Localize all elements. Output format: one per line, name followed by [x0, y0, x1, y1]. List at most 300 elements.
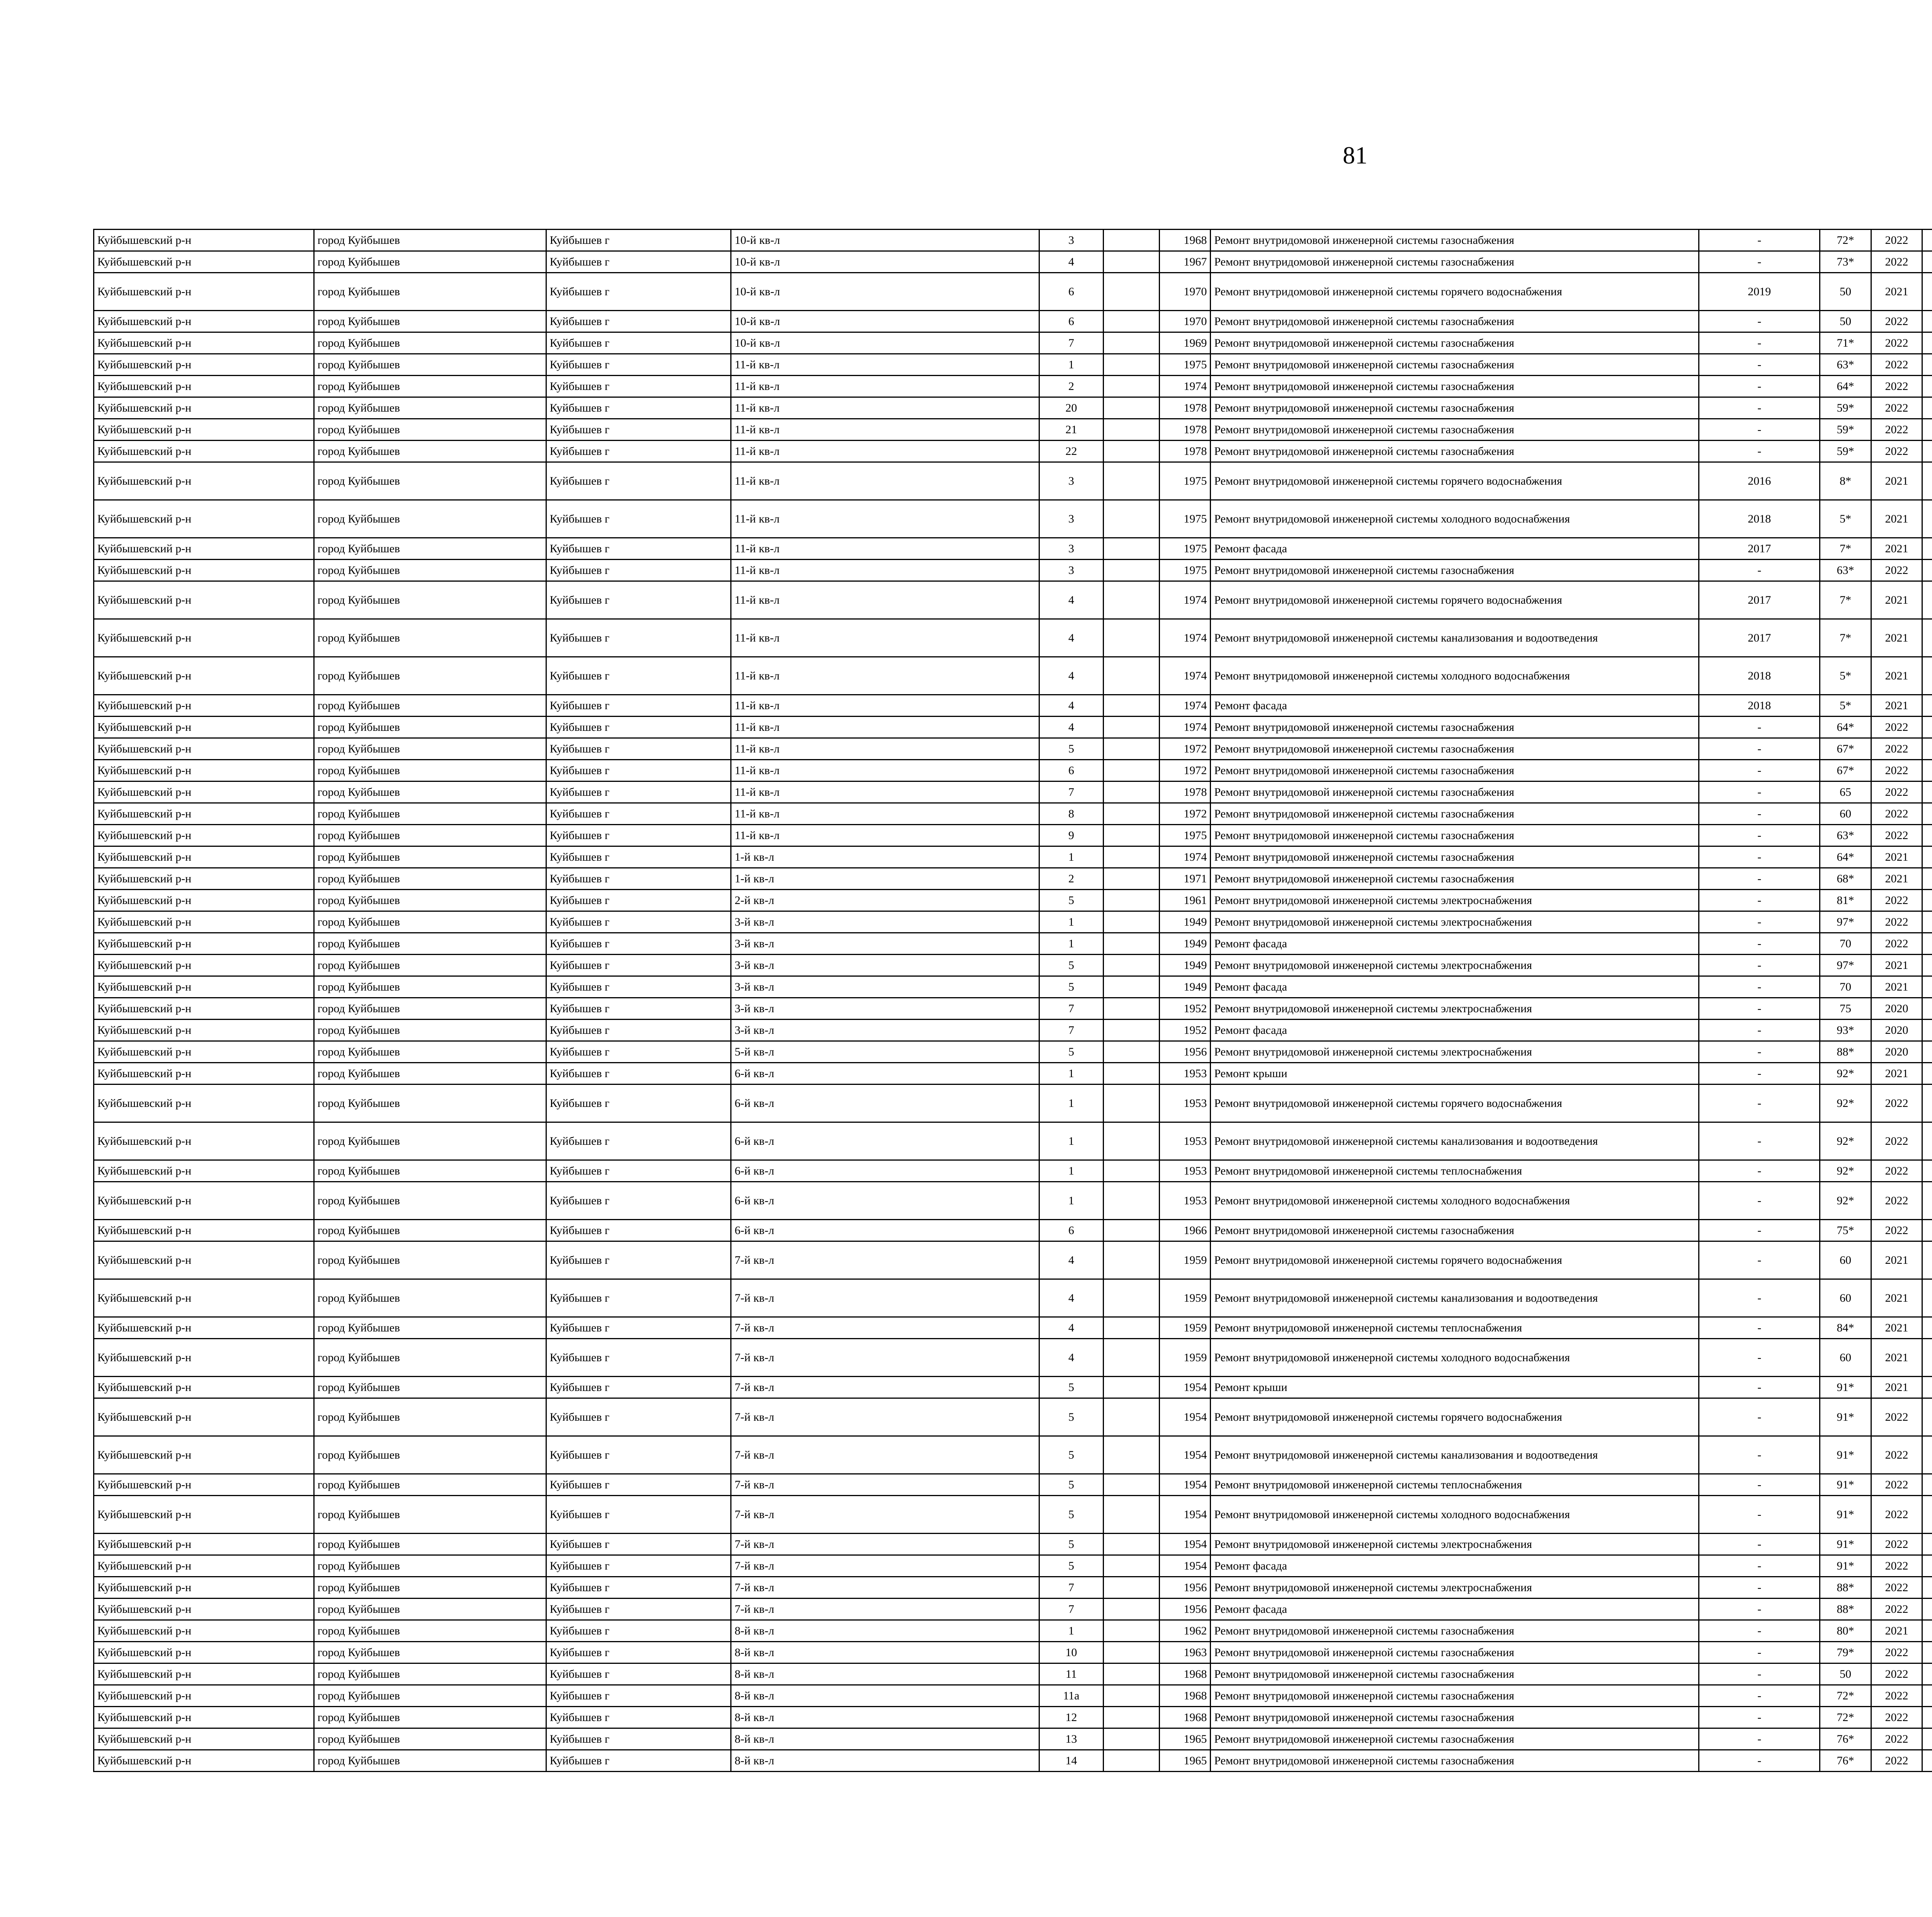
table-row — [94, 933, 1932, 955]
house-number-cell: 4 — [1039, 1339, 1104, 1377]
year-from-cell: 2022 — [1871, 1496, 1922, 1534]
previous-repair-year-cell: - — [1699, 998, 1820, 1020]
locality-cell: Куйбышев г — [546, 1020, 731, 1041]
settlement-cell: город Куйбышев — [314, 890, 546, 911]
year-from-cell: 2021 — [1871, 619, 1922, 657]
house-number-cell: 13 — [1039, 1728, 1104, 1750]
year-to-cell — [1922, 955, 1932, 976]
empty-cell — [1103, 1750, 1159, 1772]
district-cell: Куйбышевский р-н — [94, 1642, 314, 1663]
previous-repair-year-cell: - — [1699, 1063, 1820, 1084]
table-row — [94, 1496, 1932, 1534]
year-from-cell: 2021 — [1871, 500, 1922, 538]
locality-cell: Куйбышев г — [546, 868, 731, 890]
wear-cell: 72* — [1820, 1707, 1871, 1728]
locality-cell: Куйбышев г — [546, 717, 731, 738]
wear-cell: 5* — [1820, 695, 1871, 717]
table-row — [94, 738, 1932, 760]
table-row — [94, 1642, 1932, 1663]
locality-cell: Куйбышев г — [546, 933, 731, 955]
empty-cell — [1103, 1436, 1159, 1474]
year-from-cell: 2021 — [1871, 657, 1922, 695]
table-row — [94, 1398, 1932, 1436]
house-number-cell: 5 — [1039, 1496, 1104, 1534]
locality-cell: Куйбышев г — [546, 560, 731, 581]
previous-repair-year-cell: - — [1699, 976, 1820, 998]
house-number-cell: 4 — [1039, 251, 1104, 273]
district-cell: Куйбышевский р-н — [94, 311, 314, 332]
previous-repair-year-cell: - — [1699, 1339, 1820, 1377]
year-to-cell — [1922, 1122, 1932, 1160]
work-type-cell: Ремонт внутридомовой инженерной системы газоснабжения — [1211, 1663, 1699, 1685]
wear-cell: 7* — [1820, 538, 1871, 560]
wear-cell: 92* — [1820, 1122, 1871, 1160]
year-from-cell: 2022 — [1871, 1663, 1922, 1685]
year-from-cell: 2022 — [1871, 1577, 1922, 1599]
street-cell: 6-й кв-л — [731, 1122, 1039, 1160]
house-number-cell: 7 — [1039, 998, 1104, 1020]
year-built-cell: 1968 — [1159, 1707, 1211, 1728]
house-number-cell: 2 — [1039, 376, 1104, 397]
work-type-cell: Ремонт внутридомовой инженерной системы теплоснабжения — [1211, 1474, 1699, 1496]
year-to-cell — [1922, 538, 1932, 560]
wear-cell: 76* — [1820, 1750, 1871, 1772]
wear-cell: 81* — [1820, 890, 1871, 911]
work-type-cell: Ремонт внутридомовой инженерной системы электроснабжения — [1211, 955, 1699, 976]
table-row — [94, 695, 1932, 717]
work-type-cell: Ремонт внутридомовой инженерной системы теплоснабжения — [1211, 1317, 1699, 1339]
year-from-cell: 2021 — [1871, 1339, 1922, 1377]
settlement-cell: город Куйбышев — [314, 760, 546, 781]
district-cell: Куйбышевский р-н — [94, 1398, 314, 1436]
empty-cell — [1103, 695, 1159, 717]
table-row — [94, 332, 1932, 354]
year-built-cell: 1954 — [1159, 1377, 1211, 1398]
previous-repair-year-cell: - — [1699, 332, 1820, 354]
empty-cell — [1103, 998, 1159, 1020]
table-row — [94, 1339, 1932, 1377]
previous-repair-year-cell: - — [1699, 1084, 1820, 1122]
table-row — [94, 397, 1932, 419]
year-to-cell — [1922, 376, 1932, 397]
work-type-cell: Ремонт внутридомовой инженерной системы холодного водоснабжения — [1211, 1496, 1699, 1534]
street-cell: 1-й кв-л — [731, 868, 1039, 890]
settlement-cell: город Куйбышев — [314, 955, 546, 976]
year-from-cell: 2021 — [1871, 1620, 1922, 1642]
year-from-cell: 2021 — [1871, 462, 1922, 500]
house-number-cell: 20 — [1039, 397, 1104, 419]
empty-cell — [1103, 419, 1159, 441]
settlement-cell: город Куйбышев — [314, 1599, 546, 1620]
year-to-cell — [1922, 803, 1932, 825]
previous-repair-year-cell: 2018 — [1699, 695, 1820, 717]
street-cell: 11-й кв-л — [731, 397, 1039, 419]
settlement-cell: город Куйбышев — [314, 419, 546, 441]
work-type-cell: Ремонт внутридомовой инженерной системы горячего водоснабжения — [1211, 1084, 1699, 1122]
empty-cell — [1103, 560, 1159, 581]
wear-cell: 97* — [1820, 911, 1871, 933]
settlement-cell: город Куйбышев — [314, 1534, 546, 1555]
district-cell: Куйбышевский р-н — [94, 738, 314, 760]
district-cell: Куйбышевский р-н — [94, 1555, 314, 1577]
settlement-cell: город Куйбышев — [314, 738, 546, 760]
previous-repair-year-cell: - — [1699, 1707, 1820, 1728]
street-cell: 10-й кв-л — [731, 273, 1039, 311]
wear-cell: 70 — [1820, 933, 1871, 955]
table-row — [94, 868, 1932, 890]
locality-cell: Куйбышев г — [546, 1317, 731, 1339]
settlement-cell: город Куйбышев — [314, 1377, 546, 1398]
table-row — [94, 1750, 1932, 1772]
previous-repair-year-cell: - — [1699, 1122, 1820, 1160]
year-to-cell — [1922, 273, 1932, 311]
wear-cell: 59* — [1820, 419, 1871, 441]
district-cell: Куйбышевский р-н — [94, 1496, 314, 1534]
year-from-cell: 2022 — [1871, 1685, 1922, 1707]
year-built-cell: 1965 — [1159, 1728, 1211, 1750]
street-cell: 10-й кв-л — [731, 332, 1039, 354]
work-type-cell: Ремонт внутридомовой инженерной системы канализования и водоотведения — [1211, 1436, 1699, 1474]
settlement-cell: город Куйбышев — [314, 657, 546, 695]
year-from-cell: 2022 — [1871, 311, 1922, 332]
year-to-cell — [1922, 1279, 1932, 1317]
table-row — [94, 1599, 1932, 1620]
settlement-cell: город Куйбышев — [314, 825, 546, 846]
work-type-cell: Ремонт внутридомовой инженерной системы газоснабжения — [1211, 846, 1699, 868]
street-cell: 11-й кв-л — [731, 760, 1039, 781]
year-to-cell — [1922, 825, 1932, 846]
settlement-cell: город Куйбышев — [314, 1160, 546, 1182]
street-cell: 1-й кв-л — [731, 846, 1039, 868]
work-type-cell: Ремонт внутридомовой инженерной системы газоснабжения — [1211, 760, 1699, 781]
locality-cell: Куйбышев г — [546, 581, 731, 619]
previous-repair-year-cell: - — [1699, 1642, 1820, 1663]
district-cell: Куйбышевский р-н — [94, 1577, 314, 1599]
year-to-cell — [1922, 781, 1932, 803]
table-row — [94, 1707, 1932, 1728]
street-cell: 7-й кв-л — [731, 1496, 1039, 1534]
house-number-cell: 4 — [1039, 1241, 1104, 1279]
year-from-cell: 2022 — [1871, 1182, 1922, 1220]
work-type-cell: Ремонт внутридомовой инженерной системы электроснабжения — [1211, 890, 1699, 911]
settlement-cell: город Куйбышев — [314, 500, 546, 538]
locality-cell: Куйбышев г — [546, 825, 731, 846]
year-built-cell: 1954 — [1159, 1436, 1211, 1474]
work-type-cell: Ремонт внутридомовой инженерной системы газоснабжения — [1211, 230, 1699, 251]
locality-cell: Куйбышев г — [546, 419, 731, 441]
house-number-cell: 5 — [1039, 976, 1104, 998]
empty-cell — [1103, 1377, 1159, 1398]
district-cell: Куйбышевский р-н — [94, 1084, 314, 1122]
table-row — [94, 803, 1932, 825]
empty-cell — [1103, 1577, 1159, 1599]
settlement-cell: город Куйбышев — [314, 1241, 546, 1279]
empty-cell — [1103, 760, 1159, 781]
street-cell: 3-й кв-л — [731, 911, 1039, 933]
locality-cell: Куйбышев г — [546, 955, 731, 976]
work-type-cell: Ремонт фасада — [1211, 976, 1699, 998]
house-number-cell: 1 — [1039, 911, 1104, 933]
locality-cell: Куйбышев г — [546, 1398, 731, 1436]
previous-repair-year-cell: - — [1699, 825, 1820, 846]
previous-repair-year-cell: - — [1699, 230, 1820, 251]
settlement-cell: город Куйбышев — [314, 717, 546, 738]
table-row — [94, 1063, 1932, 1084]
district-cell: Куйбышевский р-н — [94, 1728, 314, 1750]
table-row — [94, 273, 1932, 311]
house-number-cell: 1 — [1039, 1084, 1104, 1122]
house-number-cell: 5 — [1039, 1041, 1104, 1063]
previous-repair-year-cell: - — [1699, 376, 1820, 397]
district-cell: Куйбышевский р-н — [94, 803, 314, 825]
street-cell: 11-й кв-л — [731, 376, 1039, 397]
year-built-cell: 1953 — [1159, 1122, 1211, 1160]
house-number-cell: 6 — [1039, 1220, 1104, 1241]
year-to-cell — [1922, 976, 1932, 998]
wear-cell: 64* — [1820, 846, 1871, 868]
table-row — [94, 1020, 1932, 1041]
repair-registry-table — [93, 229, 1932, 1772]
table-row — [94, 1436, 1932, 1474]
year-built-cell: 1959 — [1159, 1241, 1211, 1279]
table-row — [94, 311, 1932, 332]
settlement-cell: город Куйбышев — [314, 1555, 546, 1577]
house-number-cell: 7 — [1039, 332, 1104, 354]
locality-cell: Куйбышев г — [546, 462, 731, 500]
year-from-cell: 2022 — [1871, 1534, 1922, 1555]
year-built-cell: 1974 — [1159, 619, 1211, 657]
wear-cell: 60 — [1820, 1279, 1871, 1317]
locality-cell: Куйбышев г — [546, 1750, 731, 1772]
district-cell: Куйбышевский р-н — [94, 1599, 314, 1620]
work-type-cell: Ремонт внутридомовой инженерной системы холодного водоснабжения — [1211, 1182, 1699, 1220]
empty-cell — [1103, 933, 1159, 955]
previous-repair-year-cell: 2019 — [1699, 273, 1820, 311]
previous-repair-year-cell: - — [1699, 1555, 1820, 1577]
locality-cell: Куйбышев г — [546, 846, 731, 868]
year-to-cell — [1922, 1436, 1932, 1474]
work-type-cell: Ремонт фасада — [1211, 1555, 1699, 1577]
year-from-cell: 2021 — [1871, 955, 1922, 976]
year-built-cell: 1962 — [1159, 1620, 1211, 1642]
street-cell: 8-й кв-л — [731, 1620, 1039, 1642]
table-row — [94, 1317, 1932, 1339]
table-row — [94, 1220, 1932, 1241]
street-cell: 5-й кв-л — [731, 1041, 1039, 1063]
table-row — [94, 1474, 1932, 1496]
house-number-cell: 1 — [1039, 1160, 1104, 1182]
year-from-cell: 2021 — [1871, 1279, 1922, 1317]
empty-cell — [1103, 332, 1159, 354]
previous-repair-year-cell: - — [1699, 781, 1820, 803]
work-type-cell: Ремонт фасада — [1211, 1020, 1699, 1041]
work-type-cell: Ремонт внутридомовой инженерной системы газоснабжения — [1211, 1220, 1699, 1241]
wear-cell: 60 — [1820, 803, 1871, 825]
district-cell: Куйбышевский р-н — [94, 1182, 314, 1220]
settlement-cell: город Куйбышев — [314, 581, 546, 619]
previous-repair-year-cell: - — [1699, 1534, 1820, 1555]
year-to-cell — [1922, 911, 1932, 933]
settlement-cell: город Куйбышев — [314, 332, 546, 354]
year-built-cell: 1954 — [1159, 1496, 1211, 1534]
year-from-cell: 2022 — [1871, 251, 1922, 273]
previous-repair-year-cell: - — [1699, 1728, 1820, 1750]
empty-cell — [1103, 1707, 1159, 1728]
empty-cell — [1103, 1339, 1159, 1377]
district-cell: Куйбышевский р-н — [94, 581, 314, 619]
year-built-cell: 1949 — [1159, 976, 1211, 998]
table-row — [94, 1279, 1932, 1317]
table-row — [94, 717, 1932, 738]
table-row — [94, 619, 1932, 657]
district-cell: Куйбышевский р-н — [94, 1534, 314, 1555]
year-built-cell: 1953 — [1159, 1084, 1211, 1122]
street-cell: 11-й кв-л — [731, 462, 1039, 500]
year-from-cell: 2022 — [1871, 933, 1922, 955]
year-built-cell: 1975 — [1159, 354, 1211, 376]
table-row — [94, 419, 1932, 441]
previous-repair-year-cell: - — [1699, 1620, 1820, 1642]
wear-cell: 70 — [1820, 976, 1871, 998]
year-to-cell — [1922, 397, 1932, 419]
work-type-cell: Ремонт внутридомовой инженерной системы газоснабжения — [1211, 738, 1699, 760]
house-number-cell: 5 — [1039, 1398, 1104, 1436]
previous-repair-year-cell: - — [1699, 1182, 1820, 1220]
year-from-cell: 2022 — [1871, 1750, 1922, 1772]
locality-cell: Куйбышев г — [546, 332, 731, 354]
year-built-cell: 1961 — [1159, 890, 1211, 911]
locality-cell: Куйбышев г — [546, 1474, 731, 1496]
year-to-cell — [1922, 1496, 1932, 1534]
house-number-cell: 4 — [1039, 657, 1104, 695]
year-from-cell: 2022 — [1871, 441, 1922, 462]
settlement-cell: город Куйбышев — [314, 1398, 546, 1436]
settlement-cell: город Куйбышев — [314, 1436, 546, 1474]
work-type-cell: Ремонт внутридомовой инженерной системы электроснабжения — [1211, 1577, 1699, 1599]
street-cell: 11-й кв-л — [731, 354, 1039, 376]
year-from-cell: 2022 — [1871, 397, 1922, 419]
year-from-cell: 2022 — [1871, 1474, 1922, 1496]
table-row — [94, 846, 1932, 868]
settlement-cell: город Куйбышев — [314, 397, 546, 419]
year-from-cell: 2022 — [1871, 1707, 1922, 1728]
work-type-cell: Ремонт внутридомовой инженерной системы электроснабжения — [1211, 1534, 1699, 1555]
street-cell: 6-й кв-л — [731, 1084, 1039, 1122]
settlement-cell: город Куйбышев — [314, 1642, 546, 1663]
street-cell: 6-й кв-л — [731, 1160, 1039, 1182]
previous-repair-year-cell: 2018 — [1699, 500, 1820, 538]
street-cell: 7-й кв-л — [731, 1474, 1039, 1496]
work-type-cell: Ремонт внутридомовой инженерной системы канализования и водоотведения — [1211, 1279, 1699, 1317]
wear-cell: 91* — [1820, 1398, 1871, 1436]
settlement-cell: город Куйбышев — [314, 619, 546, 657]
locality-cell: Куйбышев г — [546, 1063, 731, 1084]
work-type-cell: Ремонт внутридомовой инженерной системы газоснабжения — [1211, 354, 1699, 376]
year-to-cell — [1922, 1020, 1932, 1041]
previous-repair-year-cell: - — [1699, 1377, 1820, 1398]
wear-cell: 60 — [1820, 1241, 1871, 1279]
work-type-cell: Ремонт внутридомовой инженерной системы электроснабжения — [1211, 998, 1699, 1020]
work-type-cell: Ремонт внутридомовой инженерной системы теплоснабжения — [1211, 1160, 1699, 1182]
previous-repair-year-cell: - — [1699, 868, 1820, 890]
district-cell: Куйбышевский р-н — [94, 717, 314, 738]
wear-cell: 91* — [1820, 1474, 1871, 1496]
street-cell: 7-й кв-л — [731, 1398, 1039, 1436]
empty-cell — [1103, 976, 1159, 998]
work-type-cell: Ремонт внутридомовой инженерной системы электроснабжения — [1211, 911, 1699, 933]
year-from-cell: 2022 — [1871, 717, 1922, 738]
district-cell: Куйбышевский р-н — [94, 825, 314, 846]
empty-cell — [1103, 441, 1159, 462]
wear-cell: 50 — [1820, 273, 1871, 311]
year-to-cell — [1922, 695, 1932, 717]
street-cell: 7-й кв-л — [731, 1377, 1039, 1398]
wear-cell: 7* — [1820, 581, 1871, 619]
wear-cell: 92* — [1820, 1084, 1871, 1122]
empty-cell — [1103, 230, 1159, 251]
year-built-cell: 1953 — [1159, 1160, 1211, 1182]
district-cell: Куйбышевский р-н — [94, 955, 314, 976]
wear-cell: 92* — [1820, 1182, 1871, 1220]
empty-cell — [1103, 1685, 1159, 1707]
street-cell: 3-й кв-л — [731, 1020, 1039, 1041]
street-cell: 7-й кв-л — [731, 1241, 1039, 1279]
work-type-cell: Ремонт крыши — [1211, 1377, 1699, 1398]
wear-cell: 91* — [1820, 1534, 1871, 1555]
year-built-cell: 1974 — [1159, 717, 1211, 738]
district-cell: Куйбышевский р-н — [94, 1750, 314, 1772]
year-from-cell: 2021 — [1871, 273, 1922, 311]
house-number-cell: 5 — [1039, 738, 1104, 760]
locality-cell: Куйбышев г — [546, 1279, 731, 1317]
wear-cell: 60 — [1820, 1339, 1871, 1377]
year-built-cell: 1975 — [1159, 560, 1211, 581]
year-built-cell: 1954 — [1159, 1534, 1211, 1555]
empty-cell — [1103, 911, 1159, 933]
year-to-cell — [1922, 1474, 1932, 1496]
year-to-cell — [1922, 868, 1932, 890]
year-to-cell — [1922, 581, 1932, 619]
empty-cell — [1103, 803, 1159, 825]
table-row — [94, 1728, 1932, 1750]
previous-repair-year-cell: 2016 — [1699, 462, 1820, 500]
wear-cell: 88* — [1820, 1577, 1871, 1599]
empty-cell — [1103, 955, 1159, 976]
house-number-cell: 7 — [1039, 1599, 1104, 1620]
year-built-cell: 1975 — [1159, 462, 1211, 500]
previous-repair-year-cell: - — [1699, 911, 1820, 933]
locality-cell: Куйбышев г — [546, 1685, 731, 1707]
wear-cell: 7* — [1820, 619, 1871, 657]
previous-repair-year-cell: - — [1699, 955, 1820, 976]
previous-repair-year-cell: - — [1699, 354, 1820, 376]
previous-repair-year-cell: - — [1699, 251, 1820, 273]
table-row — [94, 1685, 1932, 1707]
locality-cell: Куйбышев г — [546, 311, 731, 332]
previous-repair-year-cell: 2017 — [1699, 581, 1820, 619]
wear-cell: 72* — [1820, 1685, 1871, 1707]
previous-repair-year-cell: 2017 — [1699, 619, 1820, 657]
district-cell: Куйбышевский р-н — [94, 354, 314, 376]
work-type-cell: Ремонт крыши — [1211, 1063, 1699, 1084]
previous-repair-year-cell: - — [1699, 1398, 1820, 1436]
year-built-cell: 1970 — [1159, 311, 1211, 332]
table-row — [94, 376, 1932, 397]
table-row — [94, 760, 1932, 781]
district-cell: Куйбышевский р-н — [94, 1474, 314, 1496]
empty-cell — [1103, 311, 1159, 332]
year-to-cell — [1922, 1063, 1932, 1084]
